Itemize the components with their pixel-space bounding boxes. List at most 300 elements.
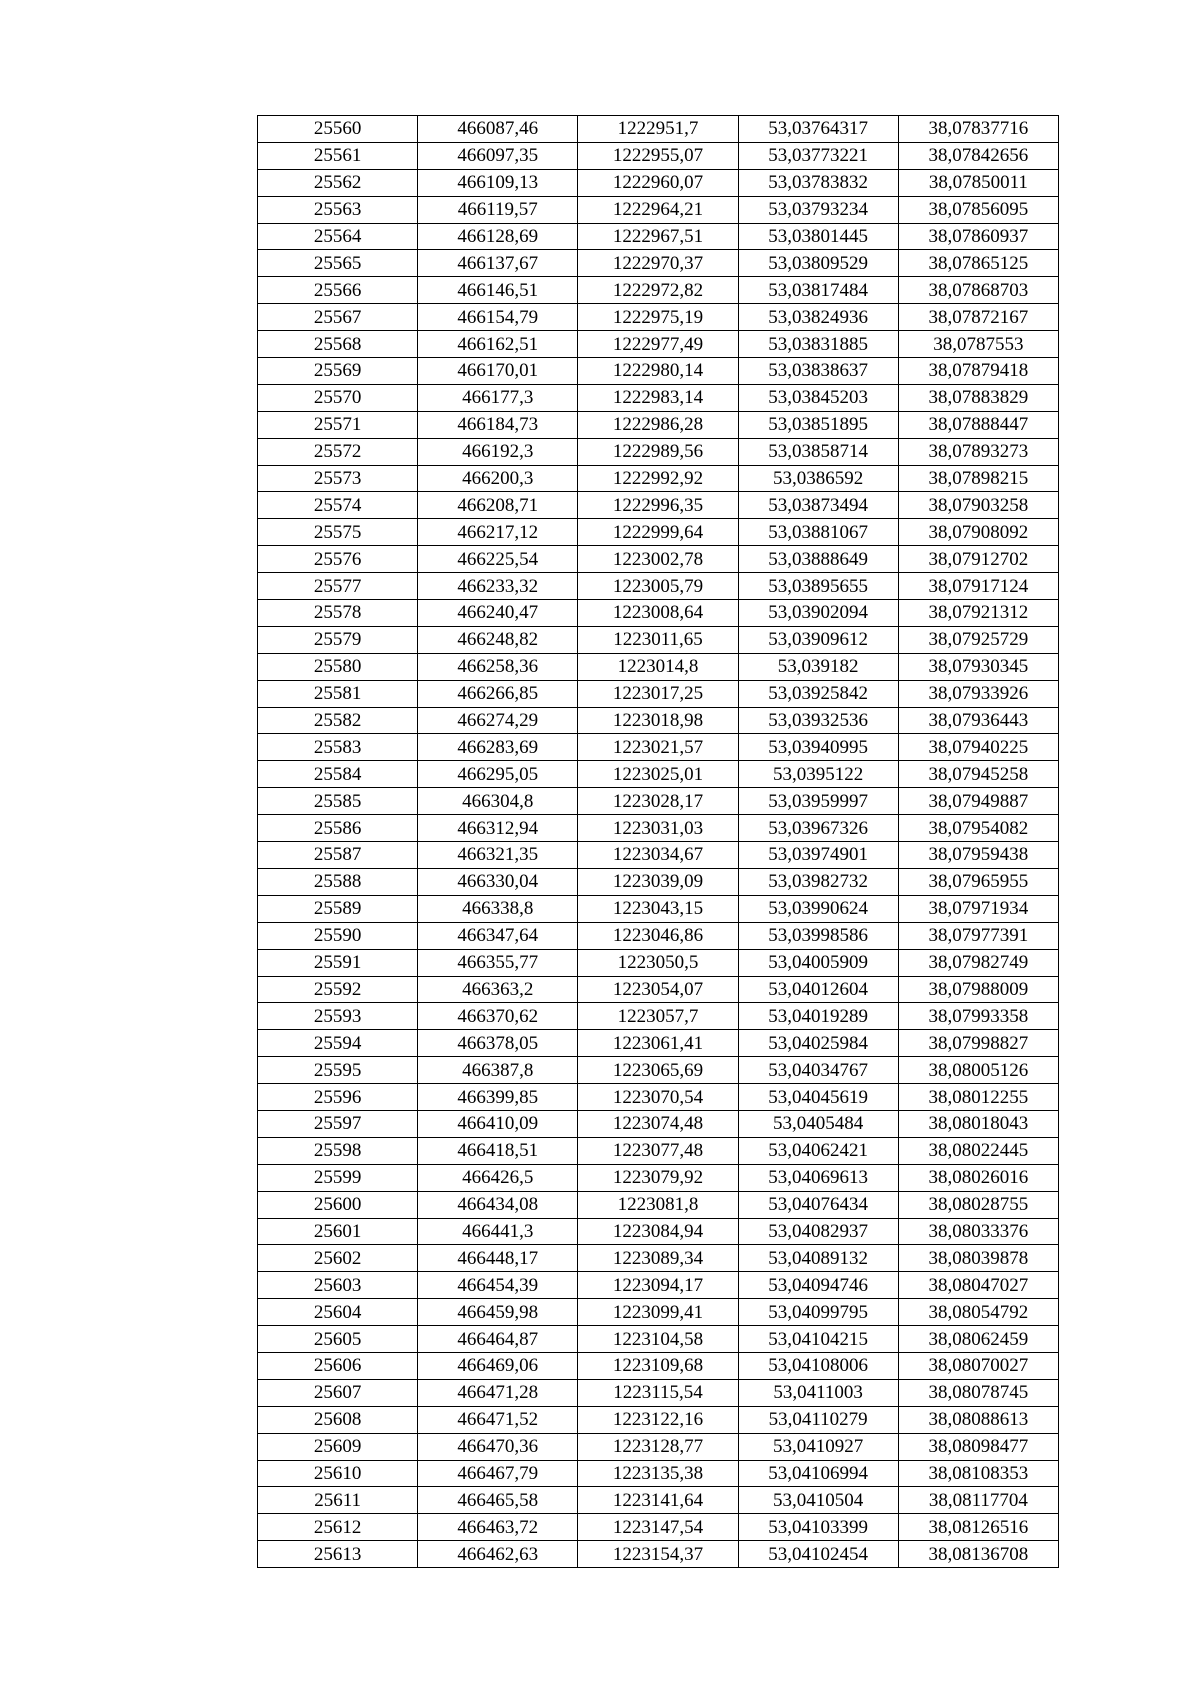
longitude-cell: 38,08026016: [898, 1164, 1058, 1191]
latitude-cell: 53,03909612: [738, 626, 898, 653]
latitude-cell: 53,03982732: [738, 868, 898, 895]
point-number-cell: 25593: [258, 1003, 418, 1030]
x-coordinate-cell: 466154,79: [418, 304, 578, 331]
table-row: [258, 1299, 1059, 1326]
table-row: [258, 1110, 1059, 1137]
latitude-cell: 53,03967326: [738, 815, 898, 842]
y-coordinate-cell: 1223002,78: [578, 546, 738, 573]
point-number-cell: 25584: [258, 761, 418, 788]
x-coordinate-cell: 466109,13: [418, 169, 578, 196]
x-coordinate-cell: 466434,08: [418, 1191, 578, 1218]
latitude-cell: 53,04062421: [738, 1137, 898, 1164]
longitude-cell: 38,07933926: [898, 680, 1058, 707]
latitude-cell: 53,04069613: [738, 1164, 898, 1191]
latitude-cell: 53,03940995: [738, 734, 898, 761]
longitude-cell: 38,07917124: [898, 573, 1058, 600]
y-coordinate-cell: 1222980,14: [578, 358, 738, 385]
longitude-cell: 38,08108353: [898, 1460, 1058, 1487]
table-row: [258, 1164, 1059, 1191]
point-number-cell: 25606: [258, 1352, 418, 1379]
x-coordinate-cell: 466330,04: [418, 868, 578, 895]
y-coordinate-cell: 1223099,41: [578, 1299, 738, 1326]
longitude-cell: 38,07850011: [898, 169, 1058, 196]
x-coordinate-cell: 466459,98: [418, 1299, 578, 1326]
table-row: [258, 922, 1059, 949]
y-coordinate-cell: 1223046,86: [578, 922, 738, 949]
latitude-cell: 53,03824936: [738, 304, 898, 331]
longitude-cell: 38,08098477: [898, 1433, 1058, 1460]
y-coordinate-cell: 1222967,51: [578, 223, 738, 250]
longitude-cell: 38,07925729: [898, 626, 1058, 653]
table-row: [258, 358, 1059, 385]
y-coordinate-cell: 1222983,14: [578, 384, 738, 411]
point-number-cell: 25569: [258, 358, 418, 385]
y-coordinate-cell: 1222955,07: [578, 142, 738, 169]
table-row: [258, 250, 1059, 277]
longitude-cell: 38,07921312: [898, 600, 1058, 627]
latitude-cell: 53,03773221: [738, 142, 898, 169]
point-number-cell: 25566: [258, 277, 418, 304]
point-number-cell: 25605: [258, 1326, 418, 1353]
table-row: [258, 653, 1059, 680]
table-row: [258, 788, 1059, 815]
y-coordinate-cell: 1223025,01: [578, 761, 738, 788]
point-number-cell: 25583: [258, 734, 418, 761]
latitude-cell: 53,03838637: [738, 358, 898, 385]
y-coordinate-cell: 1223079,92: [578, 1164, 738, 1191]
table-row: [258, 1487, 1059, 1514]
y-coordinate-cell: 1223018,98: [578, 707, 738, 734]
x-coordinate-cell: 466312,94: [418, 815, 578, 842]
longitude-cell: 38,07888447: [898, 411, 1058, 438]
latitude-cell: 53,03783832: [738, 169, 898, 196]
longitude-cell: 38,07982749: [898, 949, 1058, 976]
y-coordinate-cell: 1222989,56: [578, 438, 738, 465]
y-coordinate-cell: 1222977,49: [578, 331, 738, 358]
table-row: [258, 949, 1059, 976]
latitude-cell: 53,0410504: [738, 1487, 898, 1514]
latitude-cell: 53,04005909: [738, 949, 898, 976]
table-row: [258, 492, 1059, 519]
y-coordinate-cell: 1222999,64: [578, 519, 738, 546]
table-row: [258, 169, 1059, 196]
coordinates-table-body: [258, 116, 1059, 1568]
longitude-cell: 38,07898215: [898, 465, 1058, 492]
table-row: [258, 1433, 1059, 1460]
point-number-cell: 25590: [258, 922, 418, 949]
latitude-cell: 53,04089132: [738, 1245, 898, 1272]
longitude-cell: 38,08012255: [898, 1084, 1058, 1111]
point-number-cell: 25597: [258, 1110, 418, 1137]
table-row: [258, 1352, 1059, 1379]
table-row: [258, 1460, 1059, 1487]
x-coordinate-cell: 466338,8: [418, 895, 578, 922]
y-coordinate-cell: 1223054,07: [578, 976, 738, 1003]
point-number-cell: 25563: [258, 196, 418, 223]
longitude-cell: 38,07993358: [898, 1003, 1058, 1030]
latitude-cell: 53,03845203: [738, 384, 898, 411]
point-number-cell: 25578: [258, 600, 418, 627]
x-coordinate-cell: 466470,36: [418, 1433, 578, 1460]
point-number-cell: 25573: [258, 465, 418, 492]
y-coordinate-cell: 1223147,54: [578, 1514, 738, 1541]
x-coordinate-cell: 466146,51: [418, 277, 578, 304]
x-coordinate-cell: 466448,17: [418, 1245, 578, 1272]
longitude-cell: 38,07860937: [898, 223, 1058, 250]
point-number-cell: 25577: [258, 573, 418, 600]
table-row: [258, 842, 1059, 869]
y-coordinate-cell: 1223104,58: [578, 1326, 738, 1353]
point-number-cell: 25567: [258, 304, 418, 331]
point-number-cell: 25560: [258, 116, 418, 143]
latitude-cell: 53,03974901: [738, 842, 898, 869]
longitude-cell: 38,08117704: [898, 1487, 1058, 1514]
x-coordinate-cell: 466418,51: [418, 1137, 578, 1164]
longitude-cell: 38,07883829: [898, 384, 1058, 411]
x-coordinate-cell: 466258,36: [418, 653, 578, 680]
longitude-cell: 38,08047027: [898, 1272, 1058, 1299]
point-number-cell: 25609: [258, 1433, 418, 1460]
longitude-cell: 38,07865125: [898, 250, 1058, 277]
x-coordinate-cell: 466454,39: [418, 1272, 578, 1299]
latitude-cell: 53,04082937: [738, 1218, 898, 1245]
point-number-cell: 25611: [258, 1487, 418, 1514]
longitude-cell: 38,07879418: [898, 358, 1058, 385]
table-row: [258, 600, 1059, 627]
table-row: [258, 734, 1059, 761]
x-coordinate-cell: 466464,87: [418, 1326, 578, 1353]
longitude-cell: 38,08136708: [898, 1541, 1058, 1568]
y-coordinate-cell: 1223070,54: [578, 1084, 738, 1111]
x-coordinate-cell: 466410,09: [418, 1110, 578, 1137]
x-coordinate-cell: 466378,05: [418, 1030, 578, 1057]
y-coordinate-cell: 1223141,64: [578, 1487, 738, 1514]
y-coordinate-cell: 1223084,94: [578, 1218, 738, 1245]
longitude-cell: 38,07872167: [898, 304, 1058, 331]
latitude-cell: 53,039182: [738, 653, 898, 680]
x-coordinate-cell: 466426,5: [418, 1164, 578, 1191]
y-coordinate-cell: 1223128,77: [578, 1433, 738, 1460]
x-coordinate-cell: 466137,67: [418, 250, 578, 277]
x-coordinate-cell: 466192,3: [418, 438, 578, 465]
point-number-cell: 25601: [258, 1218, 418, 1245]
latitude-cell: 53,04012604: [738, 976, 898, 1003]
point-number-cell: 25586: [258, 815, 418, 842]
point-number-cell: 25607: [258, 1379, 418, 1406]
point-number-cell: 25579: [258, 626, 418, 653]
longitude-cell: 38,08078745: [898, 1379, 1058, 1406]
longitude-cell: 38,07837716: [898, 116, 1058, 143]
table-row: [258, 1218, 1059, 1245]
latitude-cell: 53,03831885: [738, 331, 898, 358]
latitude-cell: 53,03873494: [738, 492, 898, 519]
y-coordinate-cell: 1223057,7: [578, 1003, 738, 1030]
latitude-cell: 53,04103399: [738, 1514, 898, 1541]
table-row: [258, 1057, 1059, 1084]
y-coordinate-cell: 1223081,8: [578, 1191, 738, 1218]
table-row: [258, 1514, 1059, 1541]
table-row: [258, 680, 1059, 707]
x-coordinate-cell: 466233,32: [418, 573, 578, 600]
table-row: [258, 116, 1059, 143]
y-coordinate-cell: 1223014,8: [578, 653, 738, 680]
table-row: [258, 331, 1059, 358]
point-number-cell: 25604: [258, 1299, 418, 1326]
y-coordinate-cell: 1223122,16: [578, 1406, 738, 1433]
table-row: [258, 465, 1059, 492]
table-row: [258, 1084, 1059, 1111]
point-number-cell: 25594: [258, 1030, 418, 1057]
table-row: [258, 1137, 1059, 1164]
table-row: [258, 196, 1059, 223]
longitude-cell: 38,07893273: [898, 438, 1058, 465]
x-coordinate-cell: 466200,3: [418, 465, 578, 492]
x-coordinate-cell: 466304,8: [418, 788, 578, 815]
latitude-cell: 53,03881067: [738, 519, 898, 546]
longitude-cell: 38,07988009: [898, 976, 1058, 1003]
longitude-cell: 38,07908092: [898, 519, 1058, 546]
x-coordinate-cell: 466208,71: [418, 492, 578, 519]
longitude-cell: 38,07954082: [898, 815, 1058, 842]
longitude-cell: 38,08054792: [898, 1299, 1058, 1326]
point-number-cell: 25608: [258, 1406, 418, 1433]
table-row: [258, 1191, 1059, 1218]
y-coordinate-cell: 1223017,25: [578, 680, 738, 707]
x-coordinate-cell: 466471,52: [418, 1406, 578, 1433]
y-coordinate-cell: 1223115,54: [578, 1379, 738, 1406]
point-number-cell: 25600: [258, 1191, 418, 1218]
point-number-cell: 25580: [258, 653, 418, 680]
latitude-cell: 53,03925842: [738, 680, 898, 707]
longitude-cell: 38,07912702: [898, 546, 1058, 573]
table-row: [258, 1272, 1059, 1299]
table-row: [258, 573, 1059, 600]
x-coordinate-cell: 466471,28: [418, 1379, 578, 1406]
point-number-cell: 25587: [258, 842, 418, 869]
table-row: [258, 519, 1059, 546]
table-row: [258, 976, 1059, 1003]
longitude-cell: 38,07945258: [898, 761, 1058, 788]
latitude-cell: 53,04094746: [738, 1272, 898, 1299]
y-coordinate-cell: 1223154,37: [578, 1541, 738, 1568]
longitude-cell: 38,08028755: [898, 1191, 1058, 1218]
x-coordinate-cell: 466162,51: [418, 331, 578, 358]
table-row: [258, 384, 1059, 411]
latitude-cell: 53,03858714: [738, 438, 898, 465]
point-number-cell: 25575: [258, 519, 418, 546]
longitude-cell: 38,07868703: [898, 277, 1058, 304]
longitude-cell: 38,0787553: [898, 331, 1058, 358]
latitude-cell: 53,04106994: [738, 1460, 898, 1487]
x-coordinate-cell: 466177,3: [418, 384, 578, 411]
point-number-cell: 25585: [258, 788, 418, 815]
table-row: [258, 546, 1059, 573]
latitude-cell: 53,0386592: [738, 465, 898, 492]
latitude-cell: 53,03764317: [738, 116, 898, 143]
y-coordinate-cell: 1223021,57: [578, 734, 738, 761]
x-coordinate-cell: 466463,72: [418, 1514, 578, 1541]
latitude-cell: 53,03801445: [738, 223, 898, 250]
point-number-cell: 25613: [258, 1541, 418, 1568]
x-coordinate-cell: 466295,05: [418, 761, 578, 788]
point-number-cell: 25591: [258, 949, 418, 976]
x-coordinate-cell: 466225,54: [418, 546, 578, 573]
y-coordinate-cell: 1223094,17: [578, 1272, 738, 1299]
longitude-cell: 38,07903258: [898, 492, 1058, 519]
longitude-cell: 38,07959438: [898, 842, 1058, 869]
longitude-cell: 38,07949887: [898, 788, 1058, 815]
latitude-cell: 53,03959997: [738, 788, 898, 815]
latitude-cell: 53,03990624: [738, 895, 898, 922]
y-coordinate-cell: 1223074,48: [578, 1110, 738, 1137]
longitude-cell: 38,08022445: [898, 1137, 1058, 1164]
x-coordinate-cell: 466217,12: [418, 519, 578, 546]
x-coordinate-cell: 466097,35: [418, 142, 578, 169]
x-coordinate-cell: 466355,77: [418, 949, 578, 976]
x-coordinate-cell: 466184,73: [418, 411, 578, 438]
y-coordinate-cell: 1223050,5: [578, 949, 738, 976]
point-number-cell: 25581: [258, 680, 418, 707]
table-row: [258, 1541, 1059, 1568]
y-coordinate-cell: 1223061,41: [578, 1030, 738, 1057]
table-row: [258, 142, 1059, 169]
table-row: [258, 868, 1059, 895]
latitude-cell: 53,03902094: [738, 600, 898, 627]
table-row: [258, 761, 1059, 788]
x-coordinate-cell: 466465,58: [418, 1487, 578, 1514]
point-number-cell: 25574: [258, 492, 418, 519]
y-coordinate-cell: 1222986,28: [578, 411, 738, 438]
longitude-cell: 38,08033376: [898, 1218, 1058, 1245]
longitude-cell: 38,07842656: [898, 142, 1058, 169]
latitude-cell: 53,04099795: [738, 1299, 898, 1326]
longitude-cell: 38,08005126: [898, 1057, 1058, 1084]
y-coordinate-cell: 1223089,34: [578, 1245, 738, 1272]
table-row: [258, 1245, 1059, 1272]
table-row: [258, 895, 1059, 922]
longitude-cell: 38,07971934: [898, 895, 1058, 922]
latitude-cell: 53,04019289: [738, 1003, 898, 1030]
y-coordinate-cell: 1223135,38: [578, 1460, 738, 1487]
y-coordinate-cell: 1223005,79: [578, 573, 738, 600]
point-number-cell: 25588: [258, 868, 418, 895]
latitude-cell: 53,03998586: [738, 922, 898, 949]
y-coordinate-cell: 1223109,68: [578, 1352, 738, 1379]
longitude-cell: 38,08018043: [898, 1110, 1058, 1137]
y-coordinate-cell: 1223031,03: [578, 815, 738, 842]
x-coordinate-cell: 466321,35: [418, 842, 578, 869]
latitude-cell: 53,04102454: [738, 1541, 898, 1568]
table-row: [258, 1326, 1059, 1353]
longitude-cell: 38,07930345: [898, 653, 1058, 680]
longitude-cell: 38,08088613: [898, 1406, 1058, 1433]
x-coordinate-cell: 466266,85: [418, 680, 578, 707]
latitude-cell: 53,04034767: [738, 1057, 898, 1084]
x-coordinate-cell: 466283,69: [418, 734, 578, 761]
y-coordinate-cell: 1223065,69: [578, 1057, 738, 1084]
table-row: [258, 1003, 1059, 1030]
y-coordinate-cell: 1222964,21: [578, 196, 738, 223]
longitude-cell: 38,07936443: [898, 707, 1058, 734]
latitude-cell: 53,04108006: [738, 1352, 898, 1379]
x-coordinate-cell: 466370,62: [418, 1003, 578, 1030]
y-coordinate-cell: 1222960,07: [578, 169, 738, 196]
x-coordinate-cell: 466240,47: [418, 600, 578, 627]
latitude-cell: 53,03809529: [738, 250, 898, 277]
point-number-cell: 25570: [258, 384, 418, 411]
point-number-cell: 25571: [258, 411, 418, 438]
longitude-cell: 38,07965955: [898, 868, 1058, 895]
table-row: [258, 815, 1059, 842]
latitude-cell: 53,0411003: [738, 1379, 898, 1406]
x-coordinate-cell: 466119,57: [418, 196, 578, 223]
y-coordinate-cell: 1223077,48: [578, 1137, 738, 1164]
y-coordinate-cell: 1223034,67: [578, 842, 738, 869]
table-row: [258, 1030, 1059, 1057]
x-coordinate-cell: 466399,85: [418, 1084, 578, 1111]
point-number-cell: 25603: [258, 1272, 418, 1299]
x-coordinate-cell: 466347,64: [418, 922, 578, 949]
latitude-cell: 53,0405484: [738, 1110, 898, 1137]
x-coordinate-cell: 466128,69: [418, 223, 578, 250]
point-number-cell: 25565: [258, 250, 418, 277]
table-row: [258, 1379, 1059, 1406]
longitude-cell: 38,08070027: [898, 1352, 1058, 1379]
table-row: [258, 277, 1059, 304]
x-coordinate-cell: 466441,3: [418, 1218, 578, 1245]
y-coordinate-cell: 1223043,15: [578, 895, 738, 922]
point-number-cell: 25596: [258, 1084, 418, 1111]
point-number-cell: 25598: [258, 1137, 418, 1164]
point-number-cell: 25612: [258, 1514, 418, 1541]
latitude-cell: 53,03895655: [738, 573, 898, 600]
latitude-cell: 53,0410927: [738, 1433, 898, 1460]
latitude-cell: 53,03817484: [738, 277, 898, 304]
longitude-cell: 38,08062459: [898, 1326, 1058, 1353]
x-coordinate-cell: 466170,01: [418, 358, 578, 385]
point-number-cell: 25602: [258, 1245, 418, 1272]
y-coordinate-cell: 1222970,37: [578, 250, 738, 277]
x-coordinate-cell: 466274,29: [418, 707, 578, 734]
point-number-cell: 25599: [258, 1164, 418, 1191]
y-coordinate-cell: 1222951,7: [578, 116, 738, 143]
x-coordinate-cell: 466467,79: [418, 1460, 578, 1487]
x-coordinate-cell: 466469,06: [418, 1352, 578, 1379]
latitude-cell: 53,04076434: [738, 1191, 898, 1218]
latitude-cell: 53,04025984: [738, 1030, 898, 1057]
x-coordinate-cell: 466462,63: [418, 1541, 578, 1568]
table-row: [258, 304, 1059, 331]
coordinates-table: [257, 115, 1059, 1568]
point-number-cell: 25610: [258, 1460, 418, 1487]
x-coordinate-cell: 466363,2: [418, 976, 578, 1003]
x-coordinate-cell: 466387,8: [418, 1057, 578, 1084]
point-number-cell: 25561: [258, 142, 418, 169]
y-coordinate-cell: 1223008,64: [578, 600, 738, 627]
latitude-cell: 53,03793234: [738, 196, 898, 223]
table-row: [258, 223, 1059, 250]
longitude-cell: 38,08039878: [898, 1245, 1058, 1272]
latitude-cell: 53,0395122: [738, 761, 898, 788]
y-coordinate-cell: 1222975,19: [578, 304, 738, 331]
longitude-cell: 38,07998827: [898, 1030, 1058, 1057]
x-coordinate-cell: 466248,82: [418, 626, 578, 653]
latitude-cell: 53,03888649: [738, 546, 898, 573]
longitude-cell: 38,07856095: [898, 196, 1058, 223]
table-row: [258, 438, 1059, 465]
latitude-cell: 53,04104215: [738, 1326, 898, 1353]
point-number-cell: 25595: [258, 1057, 418, 1084]
